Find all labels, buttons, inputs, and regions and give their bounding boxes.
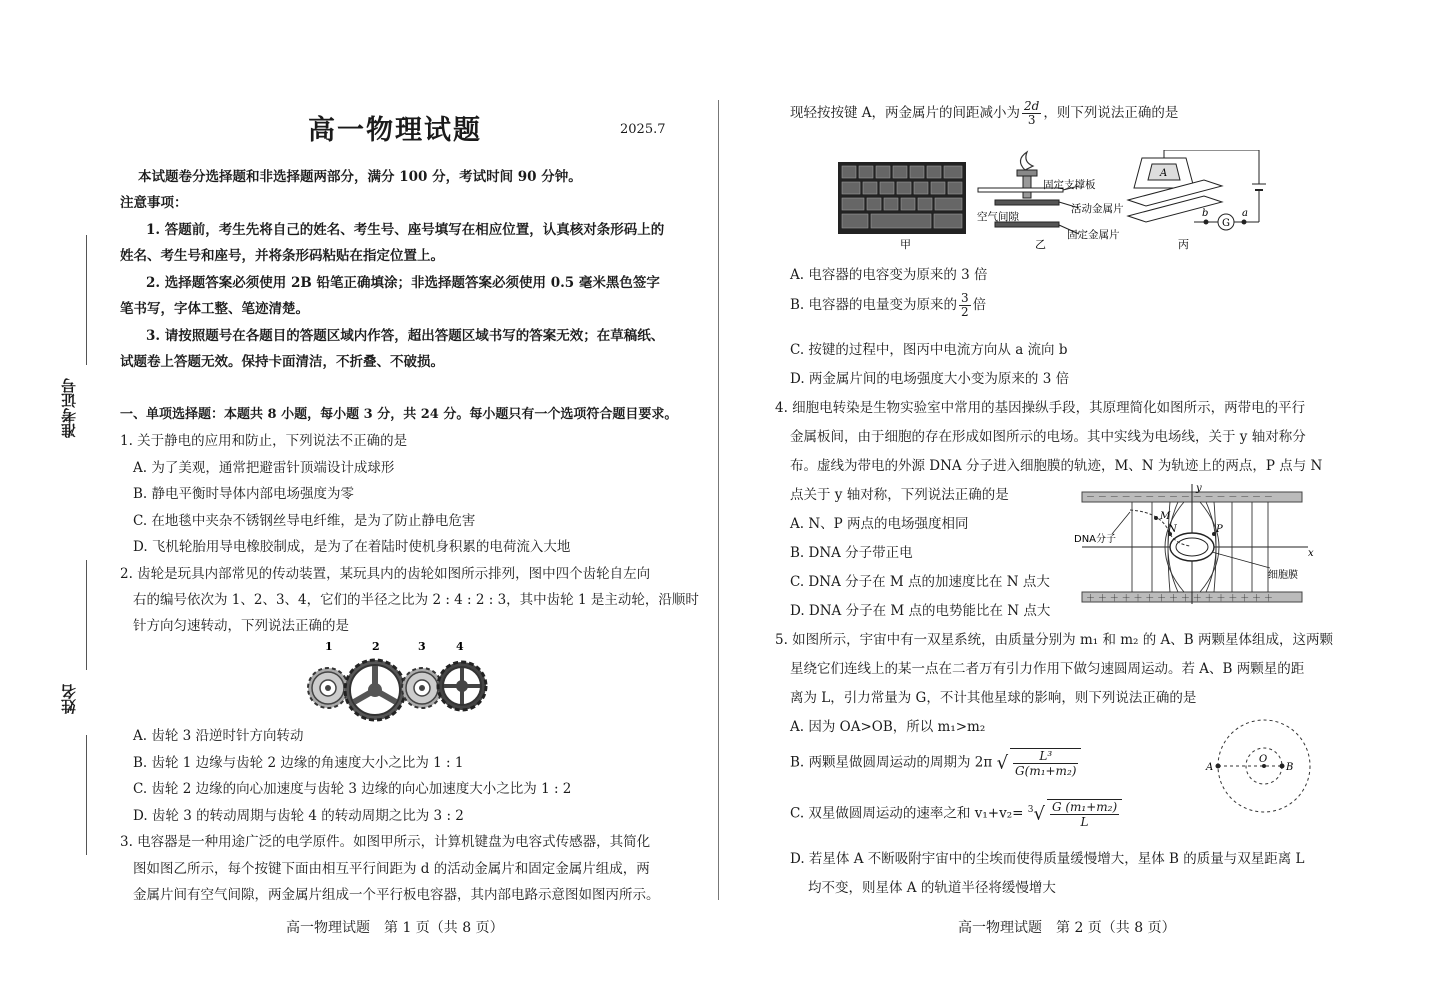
fig-key-A: A: [1160, 168, 1168, 179]
fig5-A-label: A: [1206, 762, 1214, 773]
question-5-line3: 离为 L，引力常量为 G，不计其他星球的影响，则下列说法正确的是: [790, 690, 1197, 706]
question-4-line4: 点关于 y 轴对称，下列说法正确的是: [790, 487, 1009, 503]
question-4-line1: 4. 细胞电转染是生物实验室中常用的基因操纵手段，其原理简化如图所示，两带电的平行: [775, 400, 1306, 416]
gear-4-icon: [438, 662, 486, 710]
notice-3b: 试题卷上答题无效。保持卡面清洁，不折叠、不破损。: [120, 354, 444, 370]
q5-option-c: C. 双星做圆周运动的速率之和 v₁+v₂= $^3$√ $\frac{\text{G (m₁+m₂)}}{L}$: [790, 799, 1124, 829]
q3-cont-pre: 现轻按按键 A，两金属片的间距减小为: [790, 105, 1021, 121]
gear-figure: [300, 638, 500, 738]
fig4-cell-label: 细胞膜: [1268, 570, 1298, 581]
exam-date: 2025.7: [620, 122, 666, 137]
star-b-icon: [1280, 764, 1285, 769]
fig5-O-label: O: [1259, 754, 1268, 765]
q5c-fraction: $\frac{\text{G (m₁+m₂)}}{L}$: [1047, 799, 1122, 829]
notice-1b: 姓名、考生号和座号，并将条形码粘贴在指定位置上。: [120, 248, 444, 264]
gear-label-4: 4: [456, 640, 464, 653]
q3-option-b: [790, 292, 986, 319]
gear-3-icon: [402, 668, 442, 708]
left-footer: 高一物理试题 第 1 页（共 8 页）: [286, 920, 504, 936]
q5-option-d-line1: D. 若星体 A 不断吸附宇宙中的尘埃而使得质量缓慢增大，星体 B 的质量与双星距离 L: [790, 851, 1305, 867]
gear-2-icon: [345, 660, 405, 720]
binding-line-bottom: [86, 735, 87, 855]
q4-option-b: B. DNA 分子带正电: [790, 545, 913, 561]
fig-yi-label: 乙: [1035, 238, 1046, 250]
fig-bing-label: 丙: [1178, 238, 1189, 250]
question-2-line3: 针方向匀速转动，下列说法正确的是: [133, 618, 349, 634]
q3-cont-post: ，则下列说法正确的是: [1043, 105, 1179, 121]
binding-line-top: [86, 235, 87, 365]
q3-option-c: C. 按键的过程中，图丙中电流方向从 a 流向 b: [790, 342, 1068, 358]
notice-2a: 2. 选择题答案必须使用 2B 铅笔正确填涂；非选择题答案必须使用 0.5 毫米黑色签字: [146, 275, 660, 291]
q1-option-a: A. 为了美观，通常把避雷针顶端设计成球形: [133, 460, 395, 476]
gear-label-2: 2: [372, 640, 380, 653]
notice-heading: 注意事项：: [120, 195, 188, 211]
q3b-pre: B. 电容器的电量变为原来的: [790, 297, 958, 313]
notice-3a: 3. 请按照题号在各题目的答题区域内作答，超出答题区域书写的答案无效；在草稿纸、: [146, 328, 665, 344]
exam-id-label: 准考证号: [60, 378, 78, 438]
question-5-line2: 星绕它们连线上的某一点在二者万有引力作用下做匀速圆周运动。若 A、B 两颗星的距: [790, 661, 1305, 677]
fig5-B-label: B: [1286, 762, 1294, 773]
fig4-x-label: x: [1308, 548, 1314, 559]
question-3-line2: 图如图乙所示，每个按键下面由相互平行间距为 d 的活动金属片和固定金属片组成，两: [133, 861, 650, 877]
fig4-M-label: M: [1160, 511, 1171, 522]
page-divider: [718, 100, 719, 900]
gear-1-icon: [308, 668, 348, 708]
q3-option-d: D. 两金属片间的电场强度大小变为原来的 3 倍: [790, 371, 1070, 387]
question-4-line3: 布。虚线为带电的外源 DNA 分子进入细胞膜的轨迹，M、N 为轨迹上的两点，P 点与 N: [790, 458, 1323, 474]
q1-option-c: C. 在地毯中夹杂不锈钢丝导电纤维，是为了防止静电危害: [133, 513, 476, 529]
q5b-fraction: $\frac{\text{L³}}{\text{G(m₁+m₂)}}$: [1010, 748, 1081, 778]
q5c-pre: C. 双星做圆周运动的速率之和 v₁+v₂=: [790, 805, 1024, 822]
fig-fixed-label: 固定金属片: [1067, 229, 1120, 241]
q3-option-a: A. 电容器的电容变为原来的 3 倍: [790, 267, 988, 283]
fig-air-label: 空气间隙: [977, 211, 1019, 223]
keyboard-figure: [838, 162, 968, 252]
name-label: 姓名: [60, 684, 78, 714]
gear-label-3: 3: [418, 640, 426, 653]
finger-icon: [1020, 152, 1033, 170]
q3-fraction: $\frac{2d}{3}$: [1024, 99, 1040, 127]
q4-option-d: D. DNA 分子在 M 点的电势能比在 N 点大: [790, 603, 1051, 619]
q4-option-a: A. N、P 两点的电场强度相同: [790, 516, 969, 532]
q2-option-d: D. 齿轮 3 的转动周期与齿轮 4 的转动周期之比为 3 : 2: [133, 808, 464, 824]
binary-star-figure: [1198, 716, 1328, 816]
question-5-line1: 5. 如图所示，宇宙中有一双星系统，由质量分别为 m₁ 和 m₂ 的 A、B 两颗星体组成，这两颗: [775, 632, 1334, 648]
q5c-root-index: 3: [1027, 805, 1034, 815]
circuit-figure: [1124, 150, 1284, 250]
fig4-P-label: P: [1216, 524, 1223, 535]
positive-charges: ＋ ＋ ＋ ＋ ＋ ＋ ＋ ＋ ＋ ＋ ＋ ＋ ＋ ＋ ＋ ＋: [1086, 594, 1273, 604]
q3b-fraction: $\frac{3}{2}$: [961, 291, 969, 319]
electric-field-figure: [1072, 482, 1322, 608]
q2-option-a: A. 齿轮 3 沿逆时针方向转动: [133, 728, 304, 744]
negative-charges: － － － － － － － － － － － － － － － －: [1086, 493, 1273, 503]
q5-option-b: B. 两颗星做圆周运动的周期为 2π √ $\frac{\text{L³}}{\text{G(m₁+m₂)}}$: [790, 748, 1083, 778]
q3b-post: 倍: [972, 297, 987, 313]
fig-b-label: b: [1202, 208, 1209, 219]
q5b-pre: B. 两颗星做圆周运动的周期为 2π: [790, 754, 993, 771]
q5-option-d-line2: 均不变，则星体 A 的轨道半径将缓慢增大: [808, 880, 1056, 896]
fig-a-label: a: [1242, 208, 1248, 219]
fig-moving-label: 活动金属片: [1071, 203, 1124, 215]
intro-text: 本试题卷分选择题和非选择题两部分，满分 100 分，考试时间 90 分钟。: [138, 169, 582, 185]
fig4-y-label: y: [1196, 483, 1202, 494]
binding-line-middle: [86, 560, 87, 670]
section-1-heading: 一、单项选择题：本题共 8 小题，每小题 3 分，共 24 分。每小题只有一个选项符合题目要求。: [120, 407, 678, 422]
cell-icon: [1170, 533, 1214, 561]
q2-option-c: C. 齿轮 2 边缘的向心加速度与齿轮 3 边缘的向心加速度大小之比为 1 : 2: [133, 781, 572, 797]
fig4-N-label: N: [1168, 524, 1177, 535]
gear-label-1: 1: [325, 640, 333, 653]
question-4-line2: 金属板间，由于细胞的存在形成如图所示的电场。其中实线为电场线，关于 y 轴对称分: [790, 429, 1306, 445]
page-title: 高一物理试题: [308, 115, 482, 146]
fig4-dna-label: DNA分子: [1074, 534, 1117, 545]
q3-continuation: [790, 100, 1178, 127]
notice-2b: 笔书写，字体工整、笔迹清楚。: [120, 301, 309, 317]
fig-support-label: 固定支撑板: [1043, 179, 1096, 191]
q1-option-d: D. 飞机轮胎用导电橡胶制成，是为了在着陆时使机身积累的电荷流入大地: [133, 539, 571, 555]
q1-option-b: B. 静电平衡时导体内部电场强度为零: [133, 486, 355, 502]
q4-option-c: C. DNA 分子在 M 点的加速度比在 N 点大: [790, 574, 1050, 590]
question-3-line3: 金属片间有空气间隙，两金属片组成一个平行板电容器，其内部电路示意图如图丙所示。: [133, 887, 660, 903]
star-a-icon: [1216, 764, 1221, 769]
key-structure-figure: [975, 150, 1125, 250]
question-2-line1: 2. 齿轮是玩具内部常见的传动装置，某玩具内的齿轮如图所示排列，图中四个齿轮自左向: [120, 566, 651, 582]
q2-option-b: B. 齿轮 1 边缘与齿轮 2 边缘的角速度大小之比为 1 : 1: [133, 755, 464, 771]
fig-jia-label: 甲: [900, 238, 911, 251]
notice-1a: 1. 答题前，考生先将自己的姓名、考生号、座号填写在相应位置，认真核对条形码上的: [146, 222, 665, 238]
fig-G-label: G: [1222, 218, 1230, 229]
question-2-line2: 右的编号依次为 1、2、3、4，它们的半径之比为 2 : 4 : 2 : 3，其中齿轮 1 是主动轮，沿顺时: [133, 592, 699, 608]
right-footer: 高一物理试题 第 2 页（共 8 页）: [958, 920, 1176, 936]
question-1: 1. 关于静电的应用和防止，下列说法不正确的是: [120, 433, 408, 449]
question-3-line1: 3. 电容器是一种用途广泛的电学原件。如图甲所示，计算机键盘为电容式传感器，其简化: [120, 834, 651, 850]
q5-option-a: A. 因为 OA>OB，所以 m₁>m₂: [790, 719, 986, 735]
